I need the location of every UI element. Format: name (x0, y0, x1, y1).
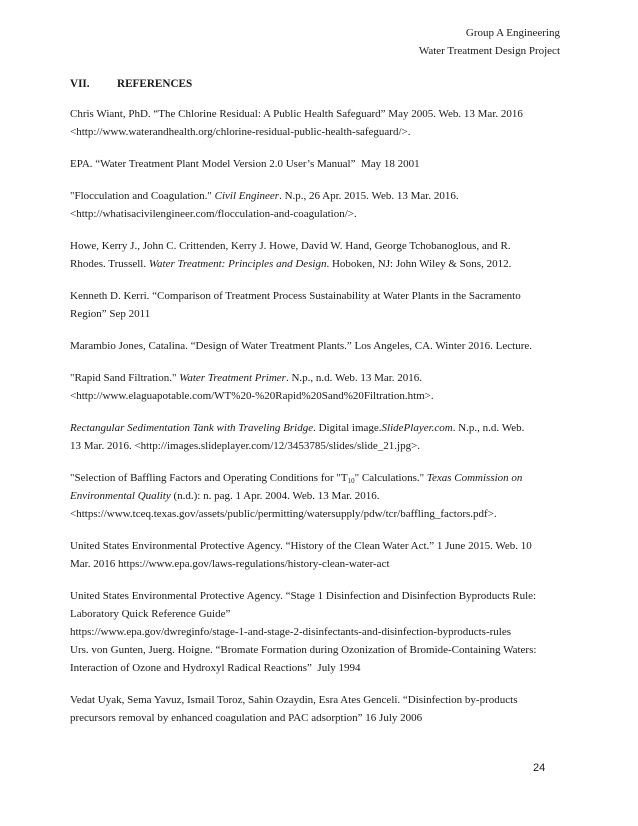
header-project: Water Treatment Design Project (418, 45, 560, 57)
reference-text: precursors removal by enhanced coagulation and PAC adsorption” 16 July 2006 (70, 712, 423, 724)
reference-text: Laboratory Quick Reference Guide” (70, 608, 231, 620)
reference-epa-manual (70, 155, 570, 173)
reference-text: Rhodes. Trussell. (70, 258, 149, 270)
section-number: VII. (70, 78, 90, 90)
reference-howe (70, 237, 570, 273)
section-heading (70, 78, 192, 90)
page-number: 24 (533, 762, 546, 774)
reference-text: . N.p., n.d. Web. (452, 422, 525, 434)
reference-url: <http://www.elaguapotable.com/WT%20-%20Rapid%20Sand%20Filtration.htm>. (70, 390, 434, 402)
reference-uyak (70, 691, 570, 727)
reference-text: (n.d.): n. pag. 1 Apr. 2004. Web. 13 Mar. 2016. (170, 490, 380, 502)
reference-url: <http://whatisacivilengineer.com/flocculation-and-coagulation/>. (70, 208, 357, 220)
reference-wiant (70, 105, 570, 141)
page-header (419, 24, 560, 60)
reference-url: 13 Mar. 2016. <http://images.slideplayer.com/12/3453785/slides/slide_21.jpg>. (70, 440, 421, 452)
header-organization: Group A Engineering (465, 27, 560, 39)
reference-text: " Calculations." (354, 472, 427, 484)
reference-text: Vedat Uyak, Sema Yavuz, Ismail Toroz, Sahin Ozaydin, Esra Ates Genceli. “Disinfection by-products (70, 694, 518, 706)
reference-source-title: Environmental Quality (70, 490, 171, 502)
reference-text: . N.p., 26 Apr. 2015. Web. 13 Mar. 2016. (279, 190, 459, 202)
reference-text: . N.p., n.d. Web. 13 Mar. 2016. (285, 372, 423, 384)
reference-text: Urs. von Gunten, Juerg. Hoigne. “Bromate Formation during Ozonization of Bromide-Containing Waters: (70, 644, 537, 656)
reference-text: "Flocculation and Coagulation." (70, 190, 215, 202)
reference-text: Chris Wiant, PhD. “The Chlorine Residual: A Public Health Safeguard” May 2005. Web. 13 Mar. 2016 (70, 108, 523, 120)
reference-text: Kenneth D. Kerri. “Comparison of Treatment Process Sustainability at Water Plants in the Sacramento (70, 290, 521, 302)
reference-marambio (70, 337, 570, 355)
reference-text: United States Environmental Protective Agency. “Stage 1 Disinfection and Disinfection Byproducts Rule: (70, 590, 537, 602)
reference-text: . Digital image. (313, 422, 382, 434)
reference-source-title: Water Treatment Primer (179, 372, 286, 384)
reference-url: Mar. 2016 https://www.epa.gov/laws-regulations/history-clean-water-act (70, 558, 390, 570)
section-title: REFERENCES (117, 78, 193, 90)
reference-sedimentation-tank (70, 419, 570, 455)
reference-source-title: Texas Commission on (426, 472, 523, 484)
reference-von-gunten (70, 641, 570, 677)
reference-text: Interaction of Ozone and Hydroxyl Radical Reactions” July 1994 (70, 662, 361, 674)
reference-text: EPA. “Water Treatment Plant Model Version 2.0 User’s Manual” May 18 2001 (70, 158, 420, 170)
reference-kerri (70, 287, 570, 323)
reference-text: "Rapid Sand Filtration." (70, 372, 180, 384)
reference-url: https://www.epa.gov/dwreginfo/stage-1-and-stage-2-disinfectants-and-disinfection-byproducts-rules (70, 626, 511, 638)
subscript: 10 (347, 477, 355, 485)
reference-text: Marambio Jones, Catalina. “Design of Water Treatment Plants.” Los Angeles, CA. Winter 2016. Lecture. (70, 340, 533, 352)
reference-source-title: Civil Engineer (214, 190, 280, 202)
reference-url: <http://www.waterandhealth.org/chlorine-residual-public-health-safeguard/>. (70, 126, 411, 138)
reference-source-title: SlidePlayer.com (381, 422, 453, 434)
reference-rapid-sand (70, 369, 570, 405)
reference-disinfection-byproducts-rule (70, 587, 570, 641)
reference-text: . Hoboken, NJ: John Wiley & Sons, 2012. (326, 258, 512, 270)
reference-clean-water-act (70, 537, 570, 573)
reference-flocculation (70, 187, 570, 223)
reference-baffling-factors (70, 469, 570, 523)
reference-text: United States Environmental Protective Agency. “History of the Clean Water Act.” 1 June 2015. Web. 10 (70, 540, 532, 552)
reference-source-title: Water Treatment: Principles and Design (148, 258, 327, 270)
reference-list (70, 105, 570, 741)
reference-text: Howe, Kerry J., John C. Crittenden, Kerry J. Howe, David W. Hand, George Tchobanoglous, and R. (70, 240, 511, 252)
reference-text: Region” Sep 2011 (70, 308, 151, 320)
reference-source-title: Rectangular Sedimentation Tank with Traveling Bridge (70, 422, 314, 434)
reference-url: <https://www.tceq.texas.gov/assets/public/permitting/watersupply/pdw/tcr/baffling_factors.pdf>. (70, 508, 497, 520)
reference-text: "Selection of Baffling Factors and Operating Conditions for "T (70, 472, 348, 484)
